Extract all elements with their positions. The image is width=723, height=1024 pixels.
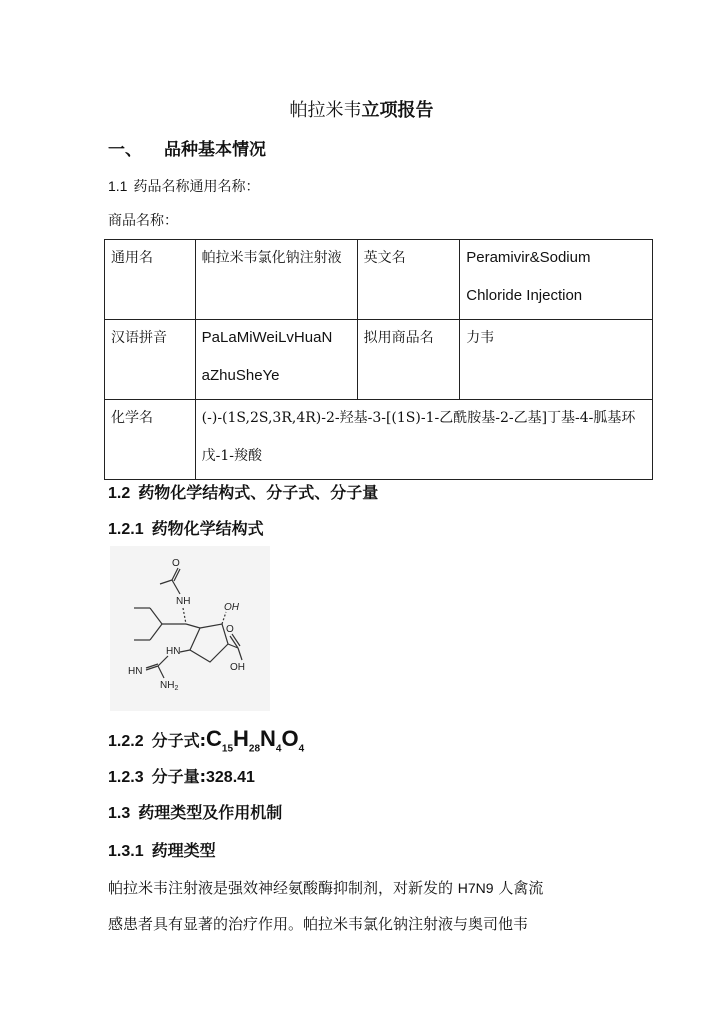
table-row	[105, 400, 653, 480]
structure-amine-text: NH	[160, 680, 175, 691]
section-1-3-1-label: 药理类型	[151, 841, 216, 860]
paragraph-line-1	[108, 877, 543, 898]
section-1-3-number: 1.3	[108, 805, 131, 822]
section-1-3-heading	[108, 800, 282, 823]
structure-acid-oh-label: OH	[230, 662, 245, 673]
chemical-name-value: (-)-(1S,2S,3R,4R)-2-羟基-3-[(1S)-1-乙酰胺基-2-乙基]丁基-4-胍基环戊-1-羧酸	[201, 410, 636, 464]
pinyin-value-line1: PaLaMiWeiLvHuaN	[201, 329, 333, 346]
formula-element: H	[233, 726, 249, 751]
section-1-3-label: 药理类型及作用机制	[138, 803, 283, 822]
section-1-2-1-heading	[108, 516, 264, 539]
section-1-2-3-number: 1.2.3	[108, 769, 144, 786]
table-cell	[195, 400, 652, 480]
formula-element: C	[206, 726, 222, 751]
section-1-2-label: 药物化学结构式、分子式、分子量	[138, 483, 379, 502]
formula-count: 28	[248, 743, 261, 755]
table-cell	[195, 240, 357, 320]
table-cell	[195, 320, 357, 400]
structure-carbonyl-oxygen: O	[226, 624, 234, 635]
section-1-3-1-heading	[108, 838, 216, 861]
structure-amine-label	[160, 680, 178, 692]
section-1-2-2-heading	[108, 726, 304, 754]
proposed-trade-name-label: 拟用商品名	[363, 330, 434, 346]
section-1-2-2-number: 1.2.2	[108, 733, 144, 750]
section-1-2-heading	[108, 480, 378, 503]
title-bold: 立项报告	[361, 100, 434, 121]
structure-hn-label: HN	[166, 646, 181, 657]
section-1-2-1-label: 药物化学结构式	[151, 519, 264, 538]
english-name-value-line2: Chloride Injection	[466, 287, 583, 304]
document-title	[0, 96, 723, 122]
formula-count: 4	[298, 743, 305, 755]
section-1-2-3-heading	[108, 764, 255, 787]
structure-nh-label: NH	[176, 596, 191, 607]
table-cell	[357, 320, 460, 400]
section-1-label: 品种基本情况	[164, 140, 266, 160]
chemical-name-label: 化学名	[111, 410, 153, 426]
formula-count: 4	[275, 743, 282, 755]
section-1-2-number: 1.2	[108, 485, 131, 502]
table-cell	[460, 320, 653, 400]
english-name-label: 英文名	[363, 250, 406, 266]
proposed-trade-name-value: 力韦	[466, 330, 495, 346]
paragraph-text: 帕拉米韦注射液是强效神经氨酸酶抑制剂，对新发的	[108, 879, 458, 897]
pinyin-label: 汉语拼音	[111, 330, 167, 346]
section-1-1-number: 1.1	[108, 178, 128, 194]
table-cell	[105, 320, 196, 400]
section-1-heading	[108, 135, 266, 160]
section-1-2-1-number: 1.2.1	[108, 521, 144, 538]
generic-name-label: 通用名	[111, 250, 153, 266]
section-1-2-2-label: 分子式:	[151, 731, 206, 750]
title-normal: 帕拉米韦	[289, 100, 362, 121]
section-1-3-1-number: 1.3.1	[108, 843, 144, 860]
paragraph-text: 人禽流	[493, 879, 544, 897]
table-cell	[105, 400, 196, 480]
table-cell	[105, 240, 196, 320]
formula-element: N	[260, 726, 276, 751]
drug-info-table	[104, 239, 653, 480]
structure-amine-subscript: 2	[174, 685, 179, 692]
structure-oh-label: OH	[224, 602, 239, 613]
section-1-1-heading	[108, 176, 259, 196]
table-row	[105, 320, 653, 400]
trade-name-label: 商品名称：	[108, 213, 178, 229]
molecular-formula	[206, 726, 305, 755]
generic-name-value: 帕拉米韦氯化钠注射液	[201, 250, 342, 266]
formula-count: 15	[221, 743, 234, 755]
section-1-2-3-label: 分子量:	[151, 767, 206, 786]
paragraph-line-2: 感患者具有显著的治疗作用。帕拉米韦氯化钠注射液与奥司他韦	[108, 915, 529, 933]
pinyin-value-line2: aZhuSheYe	[201, 367, 280, 384]
structure-imine-label: HN	[128, 666, 143, 677]
peramivir-structure-drawing	[110, 546, 270, 711]
section-1-number: 一、	[108, 140, 142, 160]
english-name-value-line1: Peramivir&Sodium	[466, 249, 591, 266]
paragraph-virus-name: H7N9	[457, 880, 494, 896]
formula-element: O	[281, 726, 299, 751]
section-1-1-label: 药品名称通用名称：	[133, 179, 260, 195]
structure-oxygen: O	[172, 558, 180, 569]
table-cell	[357, 240, 460, 320]
chemical-structure-image	[110, 546, 270, 711]
table-cell	[460, 240, 653, 320]
table-row	[105, 240, 653, 320]
molecular-weight-value: 328.41	[206, 769, 255, 786]
